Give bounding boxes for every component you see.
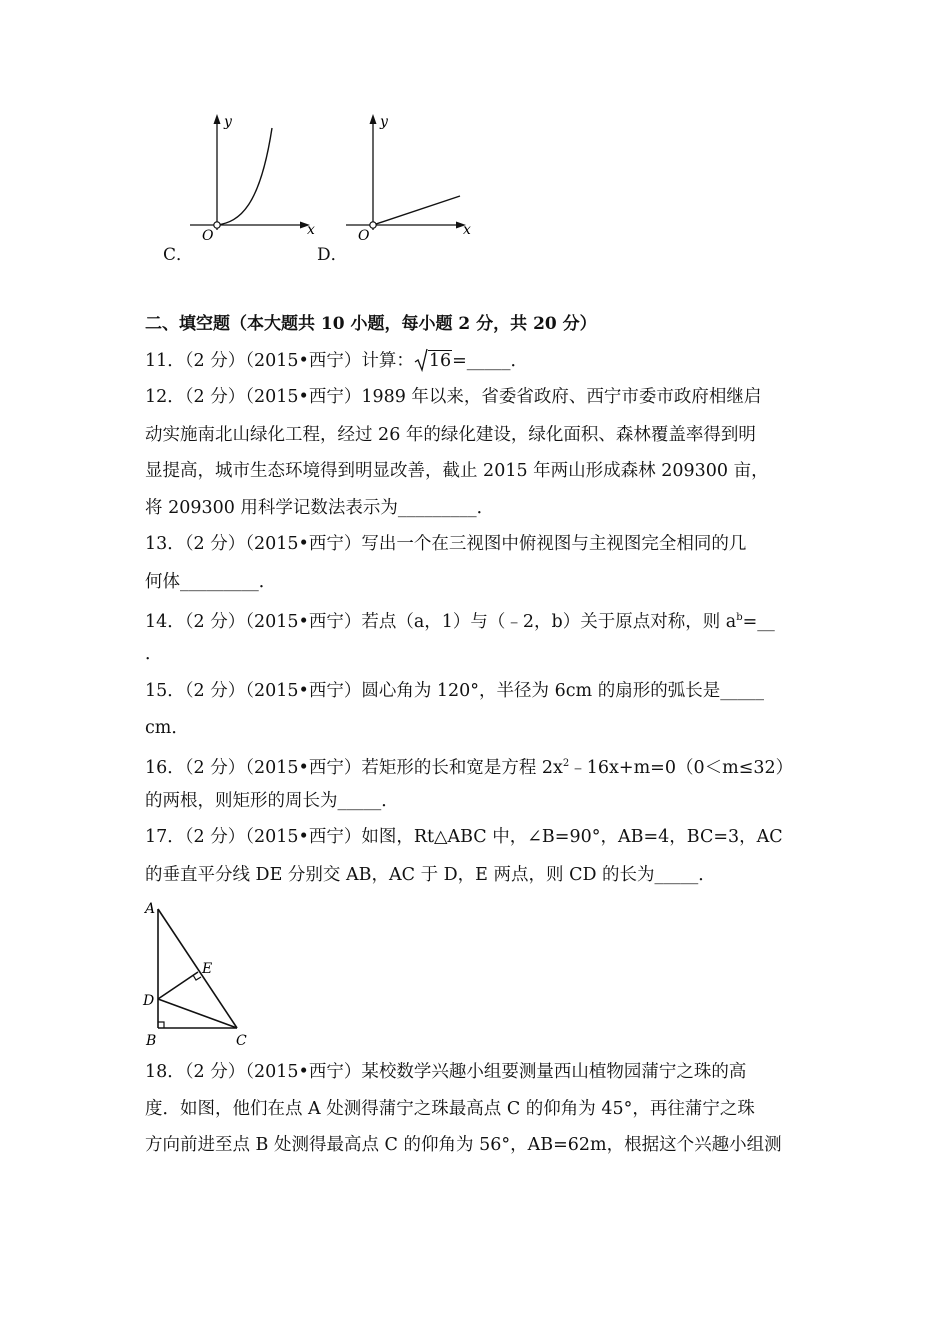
- svg-text:B: B: [146, 1033, 157, 1049]
- q11-tail: =_____．: [452, 351, 529, 371]
- svg-text:y: y: [380, 114, 388, 130]
- option-d-label: D．: [317, 245, 348, 265]
- question-15-line-1: 15．（2 分）（2015•西宁）圆心角为 120°，半径为 6cm 的扇形的弧长是_____: [145, 681, 764, 701]
- question-12-line-1: 12．（2 分）（2015•西宁）1989 年以来，省委省政府、西宁市委市政府相继启: [145, 387, 762, 407]
- q16-sup: 2: [562, 758, 570, 769]
- question-17-line-1: 17．（2 分）（2015•西宁）如图，Rt△ABC 中，∠B=90°，AB=4，BC=3，AC: [145, 827, 783, 847]
- q14-post: =__: [742, 611, 775, 632]
- question-18-line-1: 18．（2 分）（2015•西宁）某校数学兴趣小组要测量西山植物园蒲宁之珠的高: [145, 1062, 747, 1082]
- question-14-line-2: ．: [145, 644, 163, 664]
- svg-text:y: y: [224, 114, 232, 130]
- sqrt-16: [414, 350, 452, 372]
- option-c-graph: [180, 110, 320, 250]
- q14-sup: b: [736, 612, 743, 623]
- svg-text:C: C: [236, 1033, 247, 1049]
- option-c-label: C．: [163, 245, 194, 265]
- q16-post: ﹣16x+m=0（0＜m≤32）: [569, 757, 794, 778]
- svg-text:x: x: [307, 222, 315, 238]
- q16-pre: 16．（2 分）（2015•西宁）若矩形的长和宽是方程 2x: [145, 757, 563, 778]
- q11-text: 11．（2 分）（2015•西宁）计算：: [145, 351, 414, 371]
- question-16: [145, 753, 793, 779]
- question-15-line-2: cm．: [145, 718, 189, 738]
- question-12-line-2: 动实施南北山绿化工程，经过 26 年的绿化建设，绿化面积、森林覆盖率得到明: [145, 425, 756, 445]
- question-18-line-3: 方向前进至点 B 处测得最高点 C 的仰角为 56°，AB=62m，根据这个兴趣小组测: [145, 1135, 782, 1155]
- svg-text:O: O: [358, 228, 370, 244]
- question-12-line-3: 显提高，城市生态环境得到明显改善，截止 2015 年两山形成森林 209300 亩，: [145, 461, 769, 481]
- question-14: [145, 607, 775, 633]
- question-16-line-2: 的两根，则矩形的周长为_____．: [145, 791, 399, 811]
- svg-text:x: x: [463, 222, 471, 238]
- svg-text:O: O: [202, 228, 214, 244]
- q17-triangle-figure: [140, 895, 260, 1050]
- question-17-line-2: 的垂直平分线 DE 分别交 AB，AC 于 D，E 两点，则 CD 的长为_____．: [145, 865, 716, 885]
- question-12-line-4: 将 209300 用科学记数法表示为_________．: [145, 498, 495, 518]
- svg-text:E: E: [202, 961, 213, 977]
- svg-text:D: D: [143, 993, 155, 1009]
- q14-pre: 14．（2 分）（2015•西宁）若点（a，1）与（﹣2，b）关于原点对称，则 a: [145, 611, 737, 632]
- section-heading: 二、填空题（本大题共 10 小题，每小题 2 分，共 20 分）: [145, 314, 597, 334]
- question-11: [145, 350, 528, 372]
- question-13-line-1: 13．（2 分）（2015•西宁）写出一个在三视图中俯视图与主视图完全相同的几: [145, 534, 747, 554]
- svg-text:A: A: [145, 901, 156, 917]
- option-d-graph: [336, 110, 476, 250]
- question-18-line-2: 度．如图，他们在点 A 处测得蒲宁之珠最高点 C 的仰角为 45°，再往蒲宁之珠: [145, 1099, 755, 1119]
- q11-radicand: 16: [428, 351, 452, 371]
- question-13-line-2: 何体_________．: [145, 572, 277, 592]
